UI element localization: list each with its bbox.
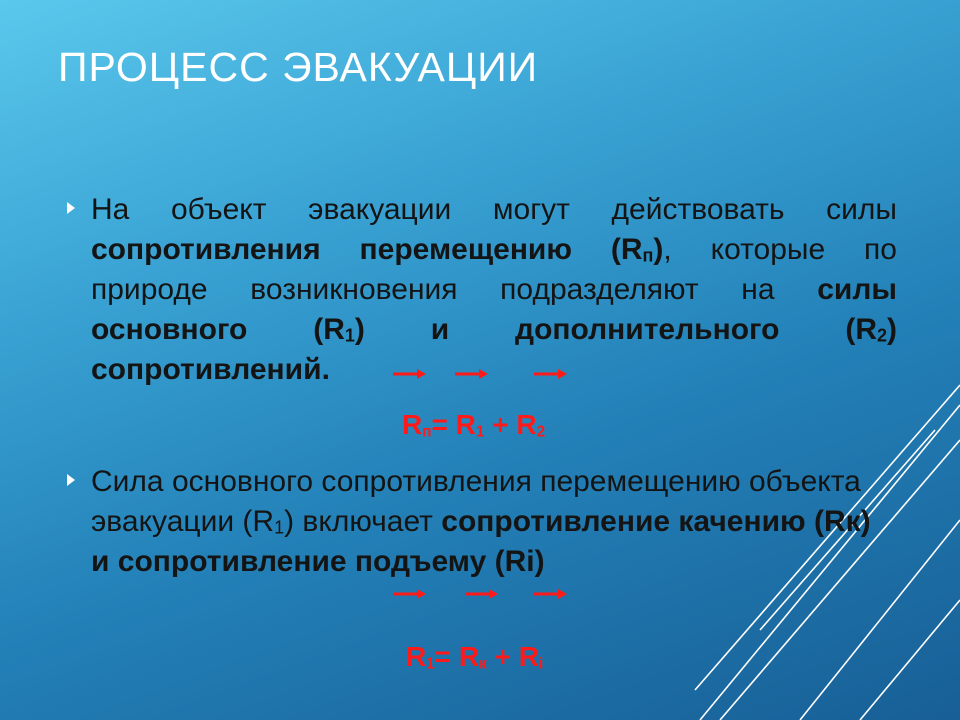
vector-arrow-icon [455,368,489,380]
bullet-2-marker-icon [67,474,75,486]
deco-line-6 [860,600,960,720]
slide-title: ПРОЦЕСС ЭВАКУАЦИИ [58,44,539,90]
formula-1: Rп= R1 + R2 [402,409,546,441]
bullet-1-plain-start: На объект эвакуации могут действовать силы [91,193,897,226]
vector-arrow-icon [534,368,568,380]
bullet-2-plain: Сила основного сопротивления перемещению объекта эвакуации (R1) включает [91,465,861,538]
bullet-2-bold-term: сопротивление качению (Rк) и сопротивление подъему (Ri) [91,505,871,578]
bullet-1-marker-icon [67,202,75,214]
bullet-1-plain-middle: , которые по природе возникновения подразделяют на [91,233,897,306]
vector-arrow-icon [393,588,427,600]
bullet-1-bold-term: сопротивления перемещению (Rп) [91,233,664,266]
bullet-1-bold-types: силы основного (R1) и дополнительного (R2) сопротивлений. [91,273,897,386]
bullet-1-text [91,190,897,390]
vector-arrow-icon [534,588,568,600]
vector-arrow-icon [393,368,427,380]
formula-2: R1= Rк + Ri [406,641,544,673]
bullet-2-text [91,462,891,582]
vector-arrow-icon [465,588,499,600]
